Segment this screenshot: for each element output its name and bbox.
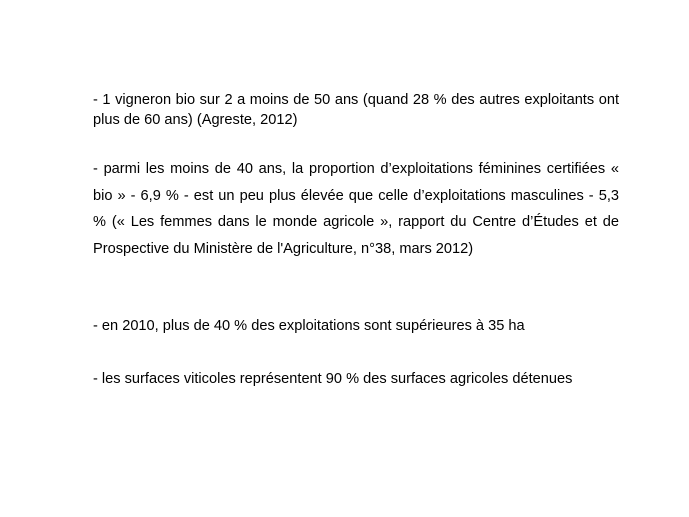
bullet-paragraph-female-farms: - parmi les moins de 40 ans, la proportion d’exploitations féminines certifiées « bio » - 6,9 % - est un peu plus élevée que celle d’exploitations masculines - 5,3 % (« Les femmes dans le monde agricole », rapport du Centre d’Études et de Prospective du Ministère de l'Agriculture, n°38, mars 2012) <box>93 161 619 257</box>
bullet-paragraph-farm-size: - en 2010, plus de 40 % des exploitations sont supérieures à 35 ha <box>93 318 525 334</box>
bullet-paragraph-young-winegrowers: - 1 vigneron bio sur 2 a moins de 50 ans (quand 28 % des autres exploitants ont plus de 60 ans) (Agreste, 2012) <box>93 92 619 128</box>
bullet-paragraph-vineyard-share: - les surfaces viticoles représentent 90 % des surfaces agricoles détenues <box>93 371 573 387</box>
